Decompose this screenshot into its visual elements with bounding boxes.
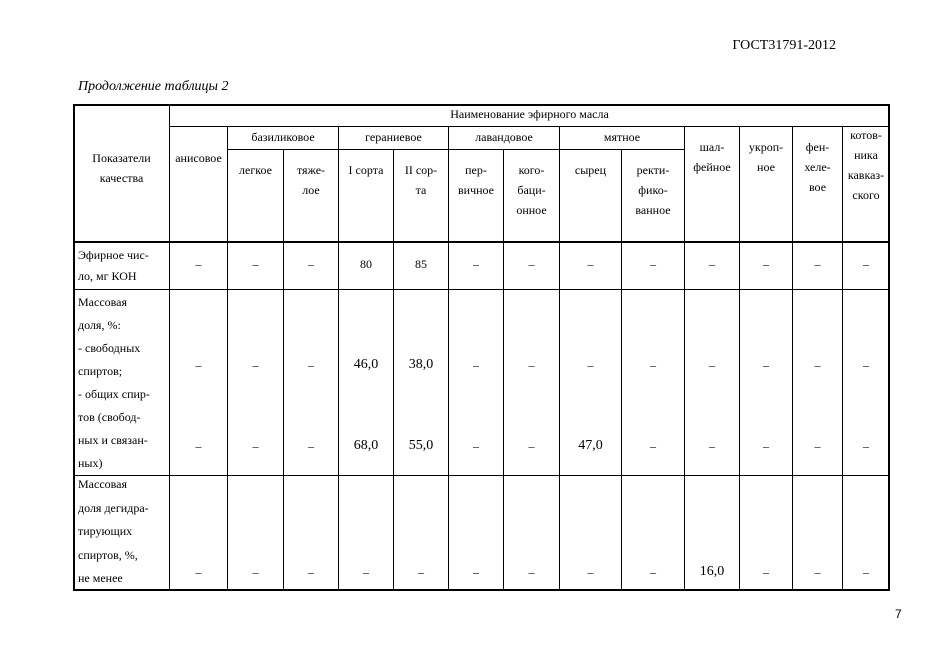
obshchih-value: – <box>650 439 656 453</box>
row-label-degidratiruyushchih: Массовая доля дегидра- тирующих спиртов, %, не менее <box>78 477 149 585</box>
degidr-value: – <box>587 565 594 579</box>
obshchih-value: 47,0 <box>578 438 603 453</box>
svobodnyh-value: – <box>650 358 656 372</box>
group-header: Наименование эфирного масла <box>450 107 609 121</box>
degidr-value: 16,0 <box>699 564 725 579</box>
efir-value: – <box>863 257 869 271</box>
obshchih-value: – <box>308 439 314 453</box>
svobodnyh-value: – <box>763 358 769 372</box>
efir-value: – <box>528 257 535 271</box>
degidr-value: – <box>814 565 821 579</box>
efir-value: – <box>308 257 314 271</box>
col-lavandovoe: лавандовое <box>475 130 533 144</box>
col-lavand-kogobacionnoe: кого- баци- онное <box>516 163 547 217</box>
svobodnyh-value: – <box>252 358 259 372</box>
efir-value: – <box>473 257 479 271</box>
svobodnyh-value: – <box>709 358 715 372</box>
col-line <box>169 105 170 590</box>
obshchih-value: – <box>473 439 479 453</box>
degidr-value: – <box>650 565 656 579</box>
degidr-value: – <box>473 565 479 579</box>
svobodnyh-value: – <box>863 358 869 372</box>
svobodnyh-value: 46,0 <box>353 357 379 372</box>
efir-value: – <box>814 257 821 271</box>
row-label-massovaya-dolya: Массовая доля, %: - свободных спиртов; - общих спир- тов (свобод- ных и связан- ных) <box>78 295 150 470</box>
col-fenhelevoe: фен- хеле- вое <box>804 140 831 194</box>
col-kotovnika: котов- ника кавказ- ского <box>847 128 885 202</box>
obshchih-value: – <box>252 439 259 453</box>
efir-value: – <box>195 257 202 271</box>
obshchih-value: – <box>863 439 869 453</box>
col-bazilik-legkoe: легкое <box>239 163 272 177</box>
efir-value: – <box>252 257 259 271</box>
col-myat-syrec: сырец <box>574 163 607 177</box>
obshchih-value: – <box>709 439 715 453</box>
col-ukropnoe: укроп- ное <box>748 140 784 174</box>
efir-value: – <box>709 257 715 271</box>
efir-value: – <box>650 257 656 271</box>
svobodnyh-value: – <box>473 358 479 372</box>
col-lavand-pervichnoe: пер- вичное <box>457 163 495 197</box>
obshchih-value: – <box>528 439 535 453</box>
header-bottom-line <box>74 241 889 243</box>
svobodnyh-value: – <box>587 358 594 372</box>
col-bazilik-tyazheloe: тяже- лое <box>296 163 326 197</box>
row-line-2 <box>74 475 889 476</box>
degidr-value: – <box>308 565 314 579</box>
degidr-value: – <box>863 565 869 579</box>
col-geran-1: I сорта <box>348 163 384 177</box>
row-line-1 <box>74 289 889 290</box>
col-geranievoe: гераниевое <box>365 130 422 144</box>
col-myatnoe: мятное <box>603 130 641 144</box>
col-anisovoe: анисовое <box>175 151 222 165</box>
standard-number: ГОСТ31791-2012 <box>732 38 836 53</box>
degidr-value: – <box>252 565 259 579</box>
obshchih-value: 68,0 <box>353 438 379 453</box>
table-continuation-caption: Продолжение таблицы 2 <box>78 79 229 94</box>
col-myat-rektifikovannoe: ректи- фико- ванное <box>635 163 671 217</box>
svobodnyh-value: 38,0 <box>408 357 434 372</box>
degidr-value: – <box>763 565 769 579</box>
degidr-value: – <box>418 565 424 579</box>
corner-header: Показатели качества <box>92 151 151 185</box>
svobodnyh-value: – <box>814 358 821 372</box>
obshchih-value: – <box>814 439 821 453</box>
svobodnyh-value: – <box>528 358 535 372</box>
col-shalfeinoe: шал- фейное <box>693 140 731 174</box>
col-geran-2: II сор- та <box>404 163 438 197</box>
obshchih-value: 55,0 <box>408 438 434 453</box>
svobodnyh-value: – <box>308 358 314 372</box>
efir-value: – <box>587 257 594 271</box>
degidr-value: – <box>528 565 535 579</box>
efir-value: – <box>763 257 769 271</box>
obshchih-value: – <box>195 439 202 453</box>
subgroup-header-line <box>227 149 684 150</box>
degidr-value: – <box>363 565 369 579</box>
svobodnyh-value: – <box>195 358 202 372</box>
col-bazilikovoe: базиликовое <box>251 130 315 144</box>
degidr-value: – <box>195 565 202 579</box>
row-label-efirnoe-chislo: Эфирное чис- ло, мг КОН <box>78 248 149 283</box>
page-number: 7 <box>895 607 902 621</box>
efir-value: 80 <box>360 257 372 271</box>
obshchih-value: – <box>763 439 769 453</box>
efir-value: 85 <box>415 257 427 271</box>
